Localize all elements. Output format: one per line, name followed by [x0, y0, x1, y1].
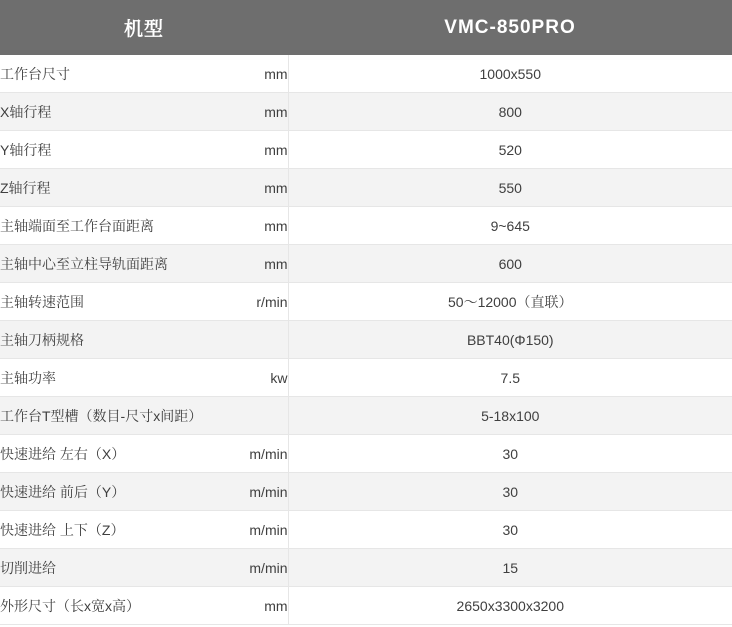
row-value: 550 — [288, 169, 732, 207]
table-row — [0, 169, 732, 207]
table-row — [0, 397, 732, 435]
row-parameter-name: X轴行程 — [0, 93, 216, 131]
row-value: 5-18x100 — [288, 397, 732, 435]
header-model-cell: VMC-850PRO — [288, 0, 732, 55]
row-unit: m/min — [216, 511, 288, 549]
table-row — [0, 207, 732, 245]
row-value: 15 — [288, 549, 732, 587]
row-unit — [216, 321, 288, 359]
table-row — [0, 435, 732, 473]
row-parameter-name: 切削进给 — [0, 549, 216, 587]
row-unit: m/min — [216, 549, 288, 587]
row-value: 2650x3300x3200 — [288, 587, 732, 625]
table-row — [0, 549, 732, 587]
row-parameter-name: 主轴功率 — [0, 359, 216, 397]
row-parameter-name: Y轴行程 — [0, 131, 216, 169]
table-row — [0, 283, 732, 321]
row-parameter-name: 主轴中心至立柱导轨面距离 — [0, 245, 216, 283]
table-body — [0, 55, 732, 625]
row-value: 600 — [288, 245, 732, 283]
row-unit: r/min — [216, 283, 288, 321]
table-row — [0, 473, 732, 511]
table-row — [0, 321, 732, 359]
row-parameter-name: 主轴转速范围 — [0, 283, 216, 321]
header-label-cell: 机型 — [0, 0, 288, 55]
table-row — [0, 245, 732, 283]
row-unit — [216, 397, 288, 435]
row-value: 30 — [288, 511, 732, 549]
row-value: 7.5 — [288, 359, 732, 397]
row-unit: mm — [216, 55, 288, 93]
row-value: 1000x550 — [288, 55, 732, 93]
row-unit: mm — [216, 207, 288, 245]
table-row — [0, 55, 732, 93]
row-unit: m/min — [216, 473, 288, 511]
row-parameter-name: 快速进给 前后（Y） — [0, 473, 216, 511]
row-parameter-name: 快速进给 上下（Z） — [0, 511, 216, 549]
row-unit: mm — [216, 131, 288, 169]
row-parameter-name: 工作台T型槽（数目-尺寸x间距） — [0, 397, 216, 435]
table-header-row — [0, 0, 732, 55]
row-unit: mm — [216, 245, 288, 283]
row-unit: mm — [216, 93, 288, 131]
table-row — [0, 359, 732, 397]
table-row — [0, 587, 732, 625]
table-row — [0, 511, 732, 549]
row-unit: m/min — [216, 435, 288, 473]
table-row — [0, 131, 732, 169]
row-parameter-name: 主轴端面至工作台面距离 — [0, 207, 216, 245]
row-parameter-name: 工作台尺寸 — [0, 55, 216, 93]
row-value: 50～12000（直联） — [288, 283, 732, 321]
row-parameter-name: 主轴刀柄规格 — [0, 321, 216, 359]
row-unit: mm — [216, 169, 288, 207]
row-unit: mm — [216, 587, 288, 625]
row-value: 9~645 — [288, 207, 732, 245]
row-value: 520 — [288, 131, 732, 169]
row-parameter-name: Z轴行程 — [0, 169, 216, 207]
row-parameter-name: 外形尺寸（长x宽x高） — [0, 587, 216, 625]
row-parameter-name: 快速进给 左右（X） — [0, 435, 216, 473]
row-value: BBT40(Φ150) — [288, 321, 732, 359]
table-header — [0, 0, 732, 55]
row-unit: kw — [216, 359, 288, 397]
table-row — [0, 93, 732, 131]
row-value: 30 — [288, 473, 732, 511]
row-value: 30 — [288, 435, 732, 473]
row-value: 800 — [288, 93, 732, 131]
